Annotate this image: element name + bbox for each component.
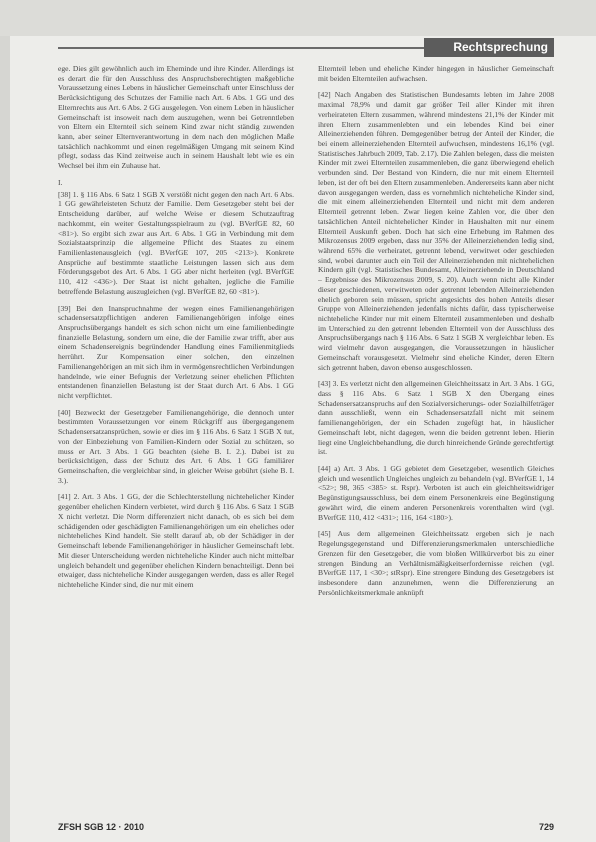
section-tag: Rechtsprechung [424,38,554,57]
page-edge-shadow [0,0,10,842]
paragraph: [43] 3. Es verletzt nicht den allgemeinen Gleichheitssatz in Art. 3 Abs. 1 GG, dass § 116 Abs. 6 Satz 1 SGB X den Übergang eines Schadensersatzanspruchs auf den Sozialversicherungs- oder Sozialhilfeträger dann ausschließt, wenn ein Schadensersatzfall nicht mit seinem familienangehörigen, der ein Schaden zugefügt hat, in häuslicher Gemeinschaft lebt, nicht dagegen, wenn die beiden getrennt leben. Hierin liegt eine Ungleichbehandlung, die durch hinreichende Gründe gerechtfertigt ist. [318,379,554,457]
top-band [0,0,596,36]
paragraph: [42] Nach Angaben des Statistischen Bundesamts lebten im Jahre 2008 maximal 78,9% und damit gar größer Teil aller Kinder mit ihren verheirateten Eltern zusammen, während mindestens 21,1% der Kinder mit ihren Eltern zusammenlebten und ein lebendes Kind bei einer Alleinerziehenden führen. Demgegenüber betrug der Anteil der Kinder, die bei einem alleinerziehenden Elternteil aufwuchsen, mindestens 16,1% (vgl. Statistisches Jahrbuch 2009, Tab. 2.17). Die Zahlen belegen, dass die meisten Kinder mit zwei Elternteilen zusammenleben, die ganz überwiegend ehelich verbunden sind. Der Bestand von Kindern, die nur mit einem Elternteil leben, ist der oft bei den Eltern zusammenleben. Andererseits kann aber nicht davon ausgegangen werden, dass es vornehmlich nichteheliche Kinder sind, die mit einem alleinerziehenden Elternteil und nicht mit dem anderen Elternteil getrennt leben. Zwar liegen keine Zahlen vor, die über den tatsächlichen Anteil nichtehelicher Kinder in Haushalten mit nur einem Elternteil Auskunft geben. Doch hat sich eine Erhebung im Rahmen des Mikrozensus 2009 ergeben, dass nur 35% der Alleinerziehenden ledig sind, während 65% die verheiratet, getrennt lebend, verwitwet oder geschieden sind, wobei darunter auch ein Teil der Alleinerziehenden mit nichtehelichen Kindern gilt (vgl. Statistisches Bundesamt, Alleinerziehende in Deutschland – Ergebnisse des Mikrozensus 2009, S. 20). Auch wenn nicht alle Kinder dieser geschiedenen, verwitweten oder getrennt lebenden Alleinerziehenden ehelich geboren sein müssen, spricht angesichts des hohen Anteils dieser Gruppe von Alleinerziehenden jedenfalls nichts dafür, dass typischerweise nichteheliche Kinder nur mit einem Elternteil zusammenleben und deshalb im Unterschied zu den getrennt lebenden Elternteil von der Ausschluss des Anspruchsübergangs nach § 116 Abs. 6 Satz 1 SGB X vergleichbar leben. Es wird vielmehr davon ausgegangen, die Voraussetzungen in häuslicher Gemeinschaft vorausgesetzt. Vielmehr sind eheliche Kinder, deren Eltern sich getrennt haben, davon ebenso ausgeschlossen. [318,90,554,372]
paragraph: [41] 2. Art. 3 Abs. 1 GG, der die Schlechterstellung nichtehelicher Kinder gegenüber ehelichen Kindern verbietet, wird durch § 116 Abs. 6 Satz 1 SGB X nicht verletzt. Die Norm differenziert nicht danach, ob es sich bei dem schädigenden oder geschädigten Familienangehörigen um ein eheliches oder nichteheliches Kind handelt. Sie stellt darauf ab, ob der Schädiger in der Gemeinschaft lebende Familienangehöriger in häuslicher Gemeinschaft lebt. Mit dieser Unterscheidung werden nichteheliche Kinder auch nicht mittelbar ungleich behandelt und gegenüber ehelichen Kindern benachteiligt. Denn bei etwaiger, dass nichteheliche Kinder ausgegangen werden, dass es aller Regel nichteheliche Kinder sind, die nur mit einem [58,492,294,589]
paragraph: [44] a) Art. 3 Abs. 1 GG gebietet dem Gesetzgeber, wesentlich Gleiches gleich und wesentlich Ungleiches ungleich zu behandeln (vgl. BVerfGE 1, 14 <52>; 98, 365 <385> st. Rspr). Verboten ist auch ein gleichheitswidriger Begünstigungsausschluss, bei dem einem Personenkreis eine Begünstigung gewährt wird, die einem anderen Personenkreis vorenthalten wird (vgl. BVerfGE 110, 412 <431>; 116, 164 <180>). [318,464,554,522]
paragraph: ege. Dies gilt gewöhnlich auch im Eheminde und ihre Kinder. Allerdings ist es derart die für den Ausschluss des Anspruchsberechtigten maßgebliche Voraussetzung eines Lebens in häuslicher Gemeinschaft unter Einschluss der Berücksichtigung des Schutzes der Familie nach Art. 6 Abs. 1 GG und des Elternrechts aus Art. 6 Abs. 2 GG ausgelegen. Von einem Leben in häuslicher Gemeinschaft ist insoweit nach dem auszugehen, wenn bei Getrenntleben von Eltern ein Elternteil sich seinem Kind zwar nicht ständig zuwenden kann, aber seiner Elternverantwortung in dem nach den möglichen Maße tatsächlich nachkommt und einen regelmäßigen Umgang mit seinem Kind pflegt, sodass das Kind zeitweise auch in seinem Haushalt lebt wie es ein Wechsel bei ihm ein Zuhause hat. [58,64,294,171]
journal-footer: ZFSH SGB 12 · 2010 [58,822,145,832]
paragraph: [45] Aus dem allgemeinen Gleichheitssatz ergeben sich je nach Regelungsgegenstand und Differenzierungsmerkmalen unterschiedliche Grenzen für den Gesetzgeber, die vom bloßen Willkürverbot bis zu einer strengen Bindung an Verhältnismäßigkeitserfordernisse reichen (vgl. BVerfGE 117, 1 <30>; stRspr). Eine strengere Bindung des Gesetzgebers ist insbesondere dann anzunehmen, wenn die Differenzierung an Persönlichkeitsmerkmale anknüpft [318,529,554,597]
page-number: 729 [538,822,554,832]
section-heading: I. [58,177,63,187]
paragraph: [38] 1. § 116 Abs. 6 Satz 1 SGB X verstößt nicht gegen den nach Art. 6 Abs. 1 GG gewährleisteten Schutz der Familie. Dem Gesetzgeber steht bei der Entscheidung darüber, auf welche Weise er diesem Schutzauftrag nachkommt, ein weiter Gestaltungsspielraum zu (vgl. BVerfGE 82, 60 <81>). So ergibt sich zwar aus Art. 6 Abs. 1 GG in Verbindung mit dem Sozialstaatsprinzip die allgemeine Pflicht des Staates zu einem Familienlastenausgleich (vgl. BVerfGE 107, 205 <213>). Konkrete Ansprüche auf bestimmte staatliche Leistungen lassen sich aus dem Förderungsgebot des Art. 6 Abs. 1 GG aber nicht herleiten (vgl. BVerfGE 110, 412 <436>). Der Staat ist nicht gehalten, jegliche die Familie betreffende Belastung auszugleichen (vgl. BVerfGE 82, 60 <81>). [58,189,294,296]
paragraph: [39] Bei den Inanspruchnahme der wegen eines Familienangehörigen schadensersatzpflichtigen anderen Familienangehörigen infolge eines Anspruchsübergangs handelt es sich schon nicht um eine familienbedingte finanzielle Belastung, sondern um eine, die der Familie zwar trifft, aber aus einem Schadensereignis begründender Handlung eines Familienmitglieds herrührt. Zur Kompensation einer solchen, den einzelnen Familienangehörigen an mit sich ihm in vermögensrechtlichen Verbindungen handelnde, wie einer Befugnis der Verletzung seiner ehelichen Pflichten entstandenen finanziellen Belastung ist der Staat durch Art. 6 Abs. 1 GG nicht verpflichtet. [58,303,294,400]
paragraph: Elternteil leben und eheliche Kinder hingegen in häuslicher Gemeinschaft mit beiden Elternteilen aufwachsen. [318,64,554,83]
right-column [318,64,554,814]
paragraph: [40] Bezweckt der Gesetzgeber Familienangehörige, die dennoch unter bestimmten Voraussetzungen vor einem Rückgriff aus übergegangenem Schadensersatzansprüchen, sowie er dies im § 116 Abs. 6 Satz 1 SGB X tut, von der Einbeziehung von Familien-Kindern oder Sozial zu schützen, so muss er Art. 3 Abs. 1 GG beachten (siehe B. I. 2.). Dabei ist zu berücksichtigen, dass der Schutz des Art. 6 Abs. 1 GG familiärer Gemeinschaften, die vergleichbar sind, in gleicher Weise gebührt (siehe B. I. 3.). [58,407,294,485]
left-column [58,64,294,814]
